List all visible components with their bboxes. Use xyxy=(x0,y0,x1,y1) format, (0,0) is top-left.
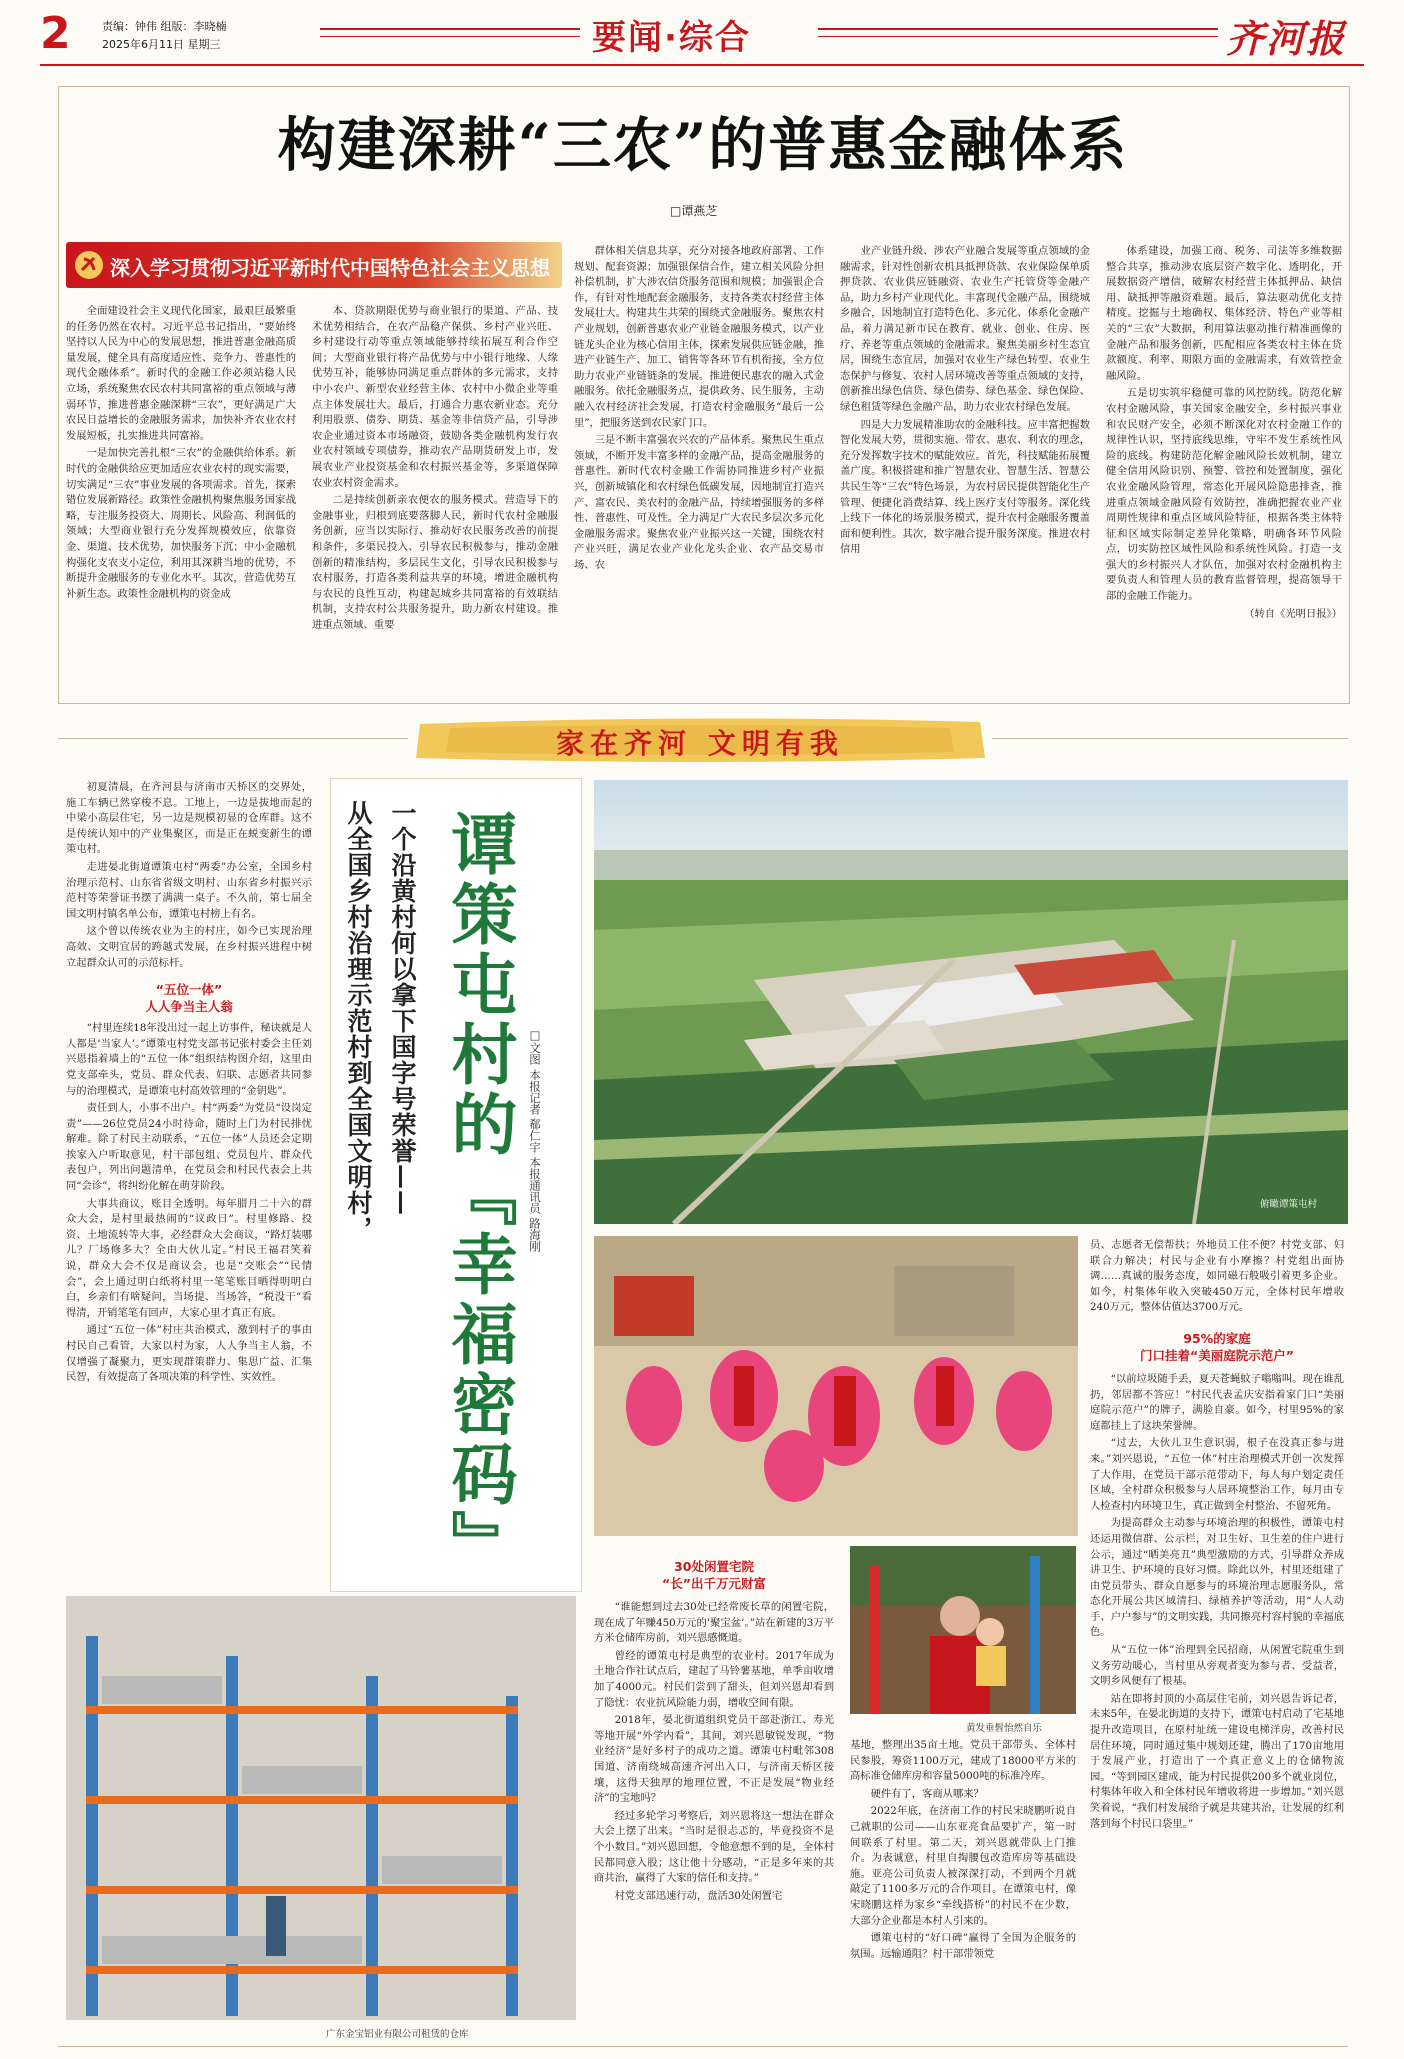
paragraph: 这个曾以传统农业为主的村庄，如今已实现治理高效、文明宜居的跨越式发展，在乡村振兴进程中树立起群众认可的示范标杆。 xyxy=(66,925,312,969)
article-1-column-3 xyxy=(574,244,824,696)
aerial-village-illustration xyxy=(594,780,1348,1224)
paragraph: 体系建设，加强工商、税务、司法等多维数据整合共享，推动涉农底层资产数字化、透明化，开展数据资产增信，破解农村经营主体抵押品、缺信用、缺抵押等融资难题。最后，算法驱动优化支持精度。挖掘与土地确权、集体经济、特色产业等相关的“三农”大数据，利用算法驱动推行精准画像的金融产品和服务创新，匹配相应各类农村主体在贷款额度、利率、期限方面的金融需求，有效管控金融风险。 xyxy=(1106,245,1342,382)
page-number: 2 xyxy=(40,8,71,59)
section-title: 要闻·综合 xyxy=(592,18,751,58)
article-2-subtitle-1: 一个沿黄村何以拿下国字号荣誉—— xyxy=(388,800,417,1216)
banner-rule xyxy=(58,738,408,739)
paragraph: 基地，整理出35亩土地。党员干部带头、全体村民参股，筹资1100万元，建成了18000平方米的高标准仓储库房和容量5000吨的标准冷库。 xyxy=(850,1739,1076,1783)
article-2-column-middle-2 xyxy=(850,1738,1076,2038)
paragraph: “谁能想到过去30处已经常废长草的闲置宅院，现在成了年赚450万元的‘聚宝盆’。”站在新建的3万平方米仓储库房前，刘兴恩感慨道。 xyxy=(594,1601,834,1645)
fitness-photo-caption: 黄发垂髫怡然自乐 xyxy=(966,1723,1043,1734)
paragraph: 从“五位一体”治理到全民招商，从闲置宅院重生到义务劳动暖心，当村里从旁观者变为参与者、受益者，文明乡风便有了根基。 xyxy=(1090,1644,1344,1688)
section-rule-right xyxy=(818,28,1218,30)
aerial-photo-caption: 俯瞰谭策屯村 xyxy=(1260,1199,1318,1210)
paragraph: 三是不断丰富强农兴农的产品体系。聚焦民生重点领域，不断开发丰富多样的金融产品，提高金融服务的普惠性。新时代农村金融工作需协同推进乡村产业振兴，创新城镇化和农村绿色低碳发展，因地制宜打造兴产、富农民、美农村的金融产品，持续增强服务的多样性、普惠性、可及性。全力满足广大农民多层次多元化金融服务需求。聚焦农业产业振兴这一关键，围绕农村产业兴旺，满足农业产业化龙头企业、农产品交易市场、农 xyxy=(574,434,824,571)
paragraph: 硬件有了，客商从哪来？ xyxy=(870,1787,984,1800)
paragraph: 走进晏北街道谭策屯村“两委”办公室，全国乡村治理示范村、山东省省级文明村、山东省乡村振兴示范村等荣誉证书摆了满满一桌子。不久前，第七届全国文明村镇名单公布，谭策屯村榜上有名。 xyxy=(66,860,312,920)
article-2-subtitle-2: 从全国乡村治理示范村到全国文明村， xyxy=(344,800,373,1242)
paragraph: 曾经的谭策屯村是典型的农业村。2017年成为土地合作社试点后，建起了马铃薯基地，单季亩收增加了4000元。村民们尝到了甜头，但刘兴恩却看到了隐忧：农业抗风险能力弱，增收空间有限。 xyxy=(594,1649,834,1709)
section-rule-left xyxy=(320,28,580,30)
paragraph: 本、贷款期限优势与商业银行的渠道、产品、技术优势相结合，在农产品稳产保供、乡村产业兴旺、乡村建设行动等重点领域能够持续拓展互利合作空间；大型商业银行将产品优势与中小银行地缘、人缘优势互补，能够协同满足重点群体的多元需求，支持中小农户、新型农业经营主体、农村中小微企业等重点主体发展壮大。最后，打通合力惠农新业态。充分利用股票、债券、期货、基金等非信贷产品，引导涉农企业通过资本市场融资，鼓励各类金融机构发行农业农村领域专项债券，推动农产品期货研发上市，发展农业产业投资基金和农村振兴基金等，多渠道保障农业农村资金需求。 xyxy=(312,305,558,489)
paragraph: 2022年底，在济南工作的村民宋晓鹏听说自己就职的公司——山东亚亮食品要扩产，第一时间联系了村里。第二天，刘兴恩就带队上门推介。为表诚意，村里自掏腰包改造库房等基础设施。亚亮公司负责人被深深打动，不到两个月就敲定了1100多万元的合作项目。在谭策屯村，像宋晓鹏这样为家乡“牵线搭桥”的村民不在少数，大部分企业都是本村人引来的。 xyxy=(850,1805,1076,1927)
paragraph: “以前垃圾随手丢，夏天苍蝇蚊子嗡嗡叫。现在谁乱扔，邻居都不答应！”村民代表孟庆安指着家门口“美丽庭院示范户”的牌子，满脸自豪。如今，村里95%的家庭都挂上了这块荣誉牌。 xyxy=(1090,1372,1344,1432)
paragraph: 通过“五位一体”村庄共治模式，激到村子的事由村民自己看管，大家以村为家，人人争当主人翁，不仅增强了凝聚力，更实现群策群力、集思广益、汇集民智，有效提高了各项决策的科学性、实效性。 xyxy=(66,1324,312,1384)
theory-banner xyxy=(66,242,562,288)
paragraph: 二是持续创新亲农便农的服务模式。营造导下的金融事业，归根到底要落脚人民，新时代农村金融服务创新，应当以实际行、推动好农民服务改善的前提和条件，多渠民投入、引导农民积极参与，推动金融创新的精准结构，多层民生文化，引导农民积极参与农村服务，打造各类利益共享的环境，增进金融机构与农民的良性互动，构建起城乡共同富裕的有效联结机制，支持农村公共服务提升，助力新农村建设。推进重点领域、重要 xyxy=(312,494,558,631)
section-rule-right2 xyxy=(818,36,1218,37)
article-2-title: 谭策屯村的『幸福密码』 xyxy=(440,810,518,1580)
article-1-column-5 xyxy=(1106,244,1342,696)
article-2-column-1 xyxy=(66,780,312,1590)
dance-illustration xyxy=(594,1236,1078,1536)
paragraph: 2018年，晏北街道组织党员干部赴浙江、寿光等地开展“外学内看”，其间，刘兴恩敏锐发现，“物业经济”是好多村子的成功之道。谭策屯村毗邻308国道、济南绕城高速齐河出入口，与济南天桥区接壤，这得天独厚的地理位置，不正是发展“物业经济”的宝地吗？ xyxy=(594,1714,834,1805)
article-1-column-2 xyxy=(312,304,558,696)
article-2-column-right xyxy=(1090,1238,1344,2038)
subhead-courtyards: 95%的家庭 门口挂着“美丽庭院示范户” xyxy=(1140,1330,1294,1363)
paragraph: 谭策屯村的“好口碑”赢得了全国为企服务的氛围。远输通阻？村干部带领党 xyxy=(850,1932,1076,1960)
theory-banner-text: 深入学习贯彻习近平新时代中国特色社会主义思想 xyxy=(110,256,550,280)
page-header xyxy=(40,8,1364,61)
civility-banner xyxy=(410,712,990,768)
paragraph: “村里连续18年没出过一起上访事件，秘诀就是人人都是‘当家人’。”谭策屯村党支部书记张村委会主任刘兴恩指着墙上的“五位一体”组织结构图介绍，这里由党支部牵头，党员、群众代表、妇联、志愿者共同参与的治理模式，是谭策屯村高效管理的“金钥匙”。 xyxy=(66,1022,312,1097)
warehouse-illustration xyxy=(66,1596,576,2020)
paragraph: “过去，大伙儿卫生意识弱，根子在没真正参与进来。”刘兴恩说，“五位一体”村庄治理模式开创一次发挥了大作用，在党员干部示范带动下，每人每户划定责任区域，全村群众积极参与人居环境整治工作，每月由专人检查村内环境卫生，真正做到全村整治、不留死角。 xyxy=(1090,1437,1344,1512)
warehouse-photo-caption: 广东金宝铝业有限公司租赁的仓库 xyxy=(326,2029,469,2040)
editors-line: 责编：钟伟 组版：李晓楠 xyxy=(102,20,227,33)
party-emblem-icon xyxy=(74,250,104,280)
paragraph: 经过多轮学习考察后，刘兴恩将这一想法在群众大会上摆了出来。“当时是很忐忑的，毕竟投资不是个小数目。”刘兴恩回想，令他意想不到的是，全体村民都同意入股；这让他十分感动，“正是多年来的共商共治，赢得了大家的信任和支持。” xyxy=(594,1809,834,1885)
article-2-column-middle xyxy=(594,1550,834,2030)
paragraph: 群体相关信息共享，充分对接各地政府部署、工作规划、配套资源；加强银保信合作，建立相关风险分担补偿机制，扩大涉农信贷服务范围和规模；加强银企合作，有针对性地配套金融服务，支持各类农村经营主体发展壮大。构建共生共荣的围绕式金融服务。聚焦农村产业规划，创新普惠农业产业链金融服务模式，以产业链龙头企业为核心信用主体，探索发展供应链金融，推进产业链生产、加工、销售等各环节有机衔接，全方位助力农业产业链链条的发展。推进便民惠农的融入式金融服务。依托金融服务点，提供政务、民生服务，主动融入农村经济社会发展，打造农村金融服务“最后一公里”，把服务送到农民家门口。 xyxy=(574,245,824,429)
warehouse-photo xyxy=(66,1596,576,2020)
paragraph: 一是加快完善扎根“三农”的金融供给体系。新时代的金融供给应更加适应农业农村的现实需要，切实满足“三农”事业发展的各项需求。首先，探索错位发展新路径。政策性金融机构聚焦服务国家战略，专注服务投资大、周期长、风险高、利润低的领域；大型商业银行充分发挥规模效应，依靠资金、渠道、技术优势，加快服务下沉；中小金融机构强化支农支小定位，利用其深耕当地的优势，不断提升金融服务的专业化水平。其次，营造优势互补新生态。政策性金融机构的资金成 xyxy=(66,447,296,600)
aerial-village-photo xyxy=(594,780,1348,1224)
paragraph: 责任到人，小事不出户。村“两委”为党员“设岗定责”——26位党员24小时待命，随时上门为村民排忧解难。除了村民主动联系，“五位一体”人员还会定期挨家入户听取意见，村干部包组、党员包片、群众代表包户，列出问题清单，在党员会和村民代表会上共同“会诊”，将纠纷化解在萌芽阶段。 xyxy=(66,1102,312,1193)
dance-photo xyxy=(594,1236,1078,1536)
source-note: （转自《光明日报》） xyxy=(1244,607,1342,620)
paragraph: 全面建设社会主义现代化国家，最艰巨最繁重的任务仍然在农村。习近平总书记指出，“要始终坚持以人民为中心的发展思想，推进普惠金融高质量发展，健全具有高度适应性、竞争力、普惠性的现代金融体系”。新时代的金融工作必须站稳人民立场，系统聚焦农民农村共同富裕的重点领域与薄弱环节，推进普惠金融深耕“三农”，更好满足广大农民日益增长的金融服务需求，加快补齐农业农村发展短板，扎实推进共同富裕。 xyxy=(66,305,296,442)
paragraph: 大事共商议，账目全透明。每年腊月二十六的群众大会，是村里最热闹的“议政日”。村里修路、投资、土地流转等大事，必经群众大会商议，“路灯装哪儿？厂场修多大？全由大伙儿定。”村民王福君笑着说，群众大会不仅是商议会，也是“交账会”“民情会”，会上通过明白纸将村里一笔笔账目晒得明明白白，乡亲们有啥疑问，当场提、当场答，“税没干”看得清，开销笔笔有回声，大家心里才真正有底。 xyxy=(66,1197,312,1319)
article-1-column-4 xyxy=(840,244,1090,696)
article-1-title: 构建深耕“三农”的普惠金融体系 xyxy=(277,111,1129,179)
fitness-photo xyxy=(850,1546,1076,1714)
article-2-byline: □文图 本报记者 郗仁宇 本报通讯员 路海刚 xyxy=(528,1028,542,1253)
paragraph: 村党支部迅速行动，盘活30处闲置宅 xyxy=(614,1889,783,1902)
section-rule-left2 xyxy=(320,36,580,37)
paragraph: 业产业链升级、涉农产业融合发展等重点领域的金融需求，针对性创新农机具抵押贷款、农业保险保单质押贷款、农业供应链融资、农业生产托管贷等金融产品，助力乡村产业现代化。丰富现代金融产品，围绕城乡融合，因地制宜打造特色化、多元化、体系化金融产品，着力满足新市民在教育、就业、创业、住房、医疗、养老等重点领域的金融需求。聚焦美丽乡村生态宜居，围绕生态宜居，加强对农业生产绿色转型、农业生态保护与修复、农村人居环境改善等重点领域的支持，创新推出绿色信贷、绿色债券、绿色基金、绿色保险、绿色租赁等绿色金融产品，助力农业农村绿色发展。 xyxy=(840,245,1090,413)
article-1-column-1 xyxy=(66,304,296,696)
paragraph: 五是切实筑牢稳健可靠的风控防线。防范化解农村金融风险，事关国家金融安全，乡村振兴事业和农民财产安全，必须不断深化对农村金融工作的规律性认识，坚持底线思维，守牢不发生系统性风险的底线。构建防范化解金融风险长效机制，建立健全信用风险识别、预警、管控和处置制度，强化农业金融风险管理，常态化开展风险隐患排查，推进重点领域金融风险有效防控，准确把握农业产业周期性规律和重点区域风险特征，根据各类主体特征和区域实际制定差异化策略，明确各环节风险点，切实防控区域性风险和系统性风险。打造一支强大的乡村振兴人才队伍，加强对农村金融机构主要负责人和管理人员的教育监督管理，提高领导干部的金融工作能力。 xyxy=(1106,387,1342,603)
footer-rule xyxy=(58,2046,1348,2047)
fitness-illustration xyxy=(850,1546,1076,1714)
paragraph: 为提高群众主动参与环境治理的积极性，谭策屯村还运用微信群、公示栏，对卫生好、卫生差的住户进行公示，通过“晒美亮丑”典型激励的方式，引导群众养成讲卫生、护环境的良好习惯。除此以外，村里还组建了由党员带头、群众自愿参与的环境治理志愿服务队，常态化开展公共区域清扫、绿植养护等活动，用“人人动手、户户参与”的文明实践，共同擦亮村容村貌的幸福底色。 xyxy=(1090,1517,1344,1639)
paragraph: 员、志愿者无偿帮扶；外地员工住不便？村党支部、妇联合力解决；村民与企业有小摩擦？村党组出面协调……真诚的服务态度，如同磁石般吸引着更多企业。如今，村集体年收入突破450万元，全体村民年增收240万元，整体估值达3700万元。 xyxy=(1090,1239,1344,1314)
issue-date: 2025年6月11日 星期三 xyxy=(102,38,221,51)
paragraph: 初夏清晨，在齐河县与济南市天桥区的交界处，施工车辆已然穿梭不息。工地上，一边是拔地而起的中梁小高层住宅，另一边是规模初显的仓库群。这不是传统认知中的产业集聚区，而是正在蜕变新生的谭策屯村。 xyxy=(66,781,312,856)
masthead-logo: 齐河报 xyxy=(1226,16,1347,61)
subhead-idle-courtyards: 30处闲置宅院 “长”出千万元财富 xyxy=(662,1559,766,1591)
article-1-byline: □谭燕芝 xyxy=(670,204,718,218)
header-divider xyxy=(40,64,1364,66)
civility-banner-text: 家在齐河 文明有我 xyxy=(556,727,844,760)
subhead-five-in-one: “五位一体” 人人争当主人翁 xyxy=(145,982,233,1015)
paragraph: 四是大力发展精准助农的金融科技。应丰富把握数智化发展大势，贯彻实施、带农、惠农、利农的理念，充分发挥数字技术的赋能效应。首先，科技赋能拓展覆盖广度。积极搭建和推广智慧农业、智慧生活、智慧公共民生等“三农”特色场景，为农村居民提供智能化生产管理、便捷化消费结算、线上医疗支付等服务。深化线上线下一体化的场景服务模式，提升农村金融服务覆盖面和便利性。其次，数字融合提升服务深度。推进农村信用 xyxy=(840,418,1090,556)
paragraph: 站在即将封顶的小高层住宅前，刘兴恩告诉记者，未来5年，在晏北街道的支持下，谭策屯村启动了宅基地提升改造项目，在原村址统一建设电梯洋房，改善村民居住环境，同时通过集中规划还建，腾出了170亩地用于发展产业，打造出了一个真正意义上的仓储物流园。“等到园区建成，能为村民提供200多个就业岗位，村集体年收入和全体村民年增收将进一步增加。”刘兴恩笑着说，“我们村发展给子就是共建共治，让发展的红利落到每个村民口袋里。” xyxy=(1090,1692,1344,1830)
banner-rule xyxy=(992,738,1348,739)
